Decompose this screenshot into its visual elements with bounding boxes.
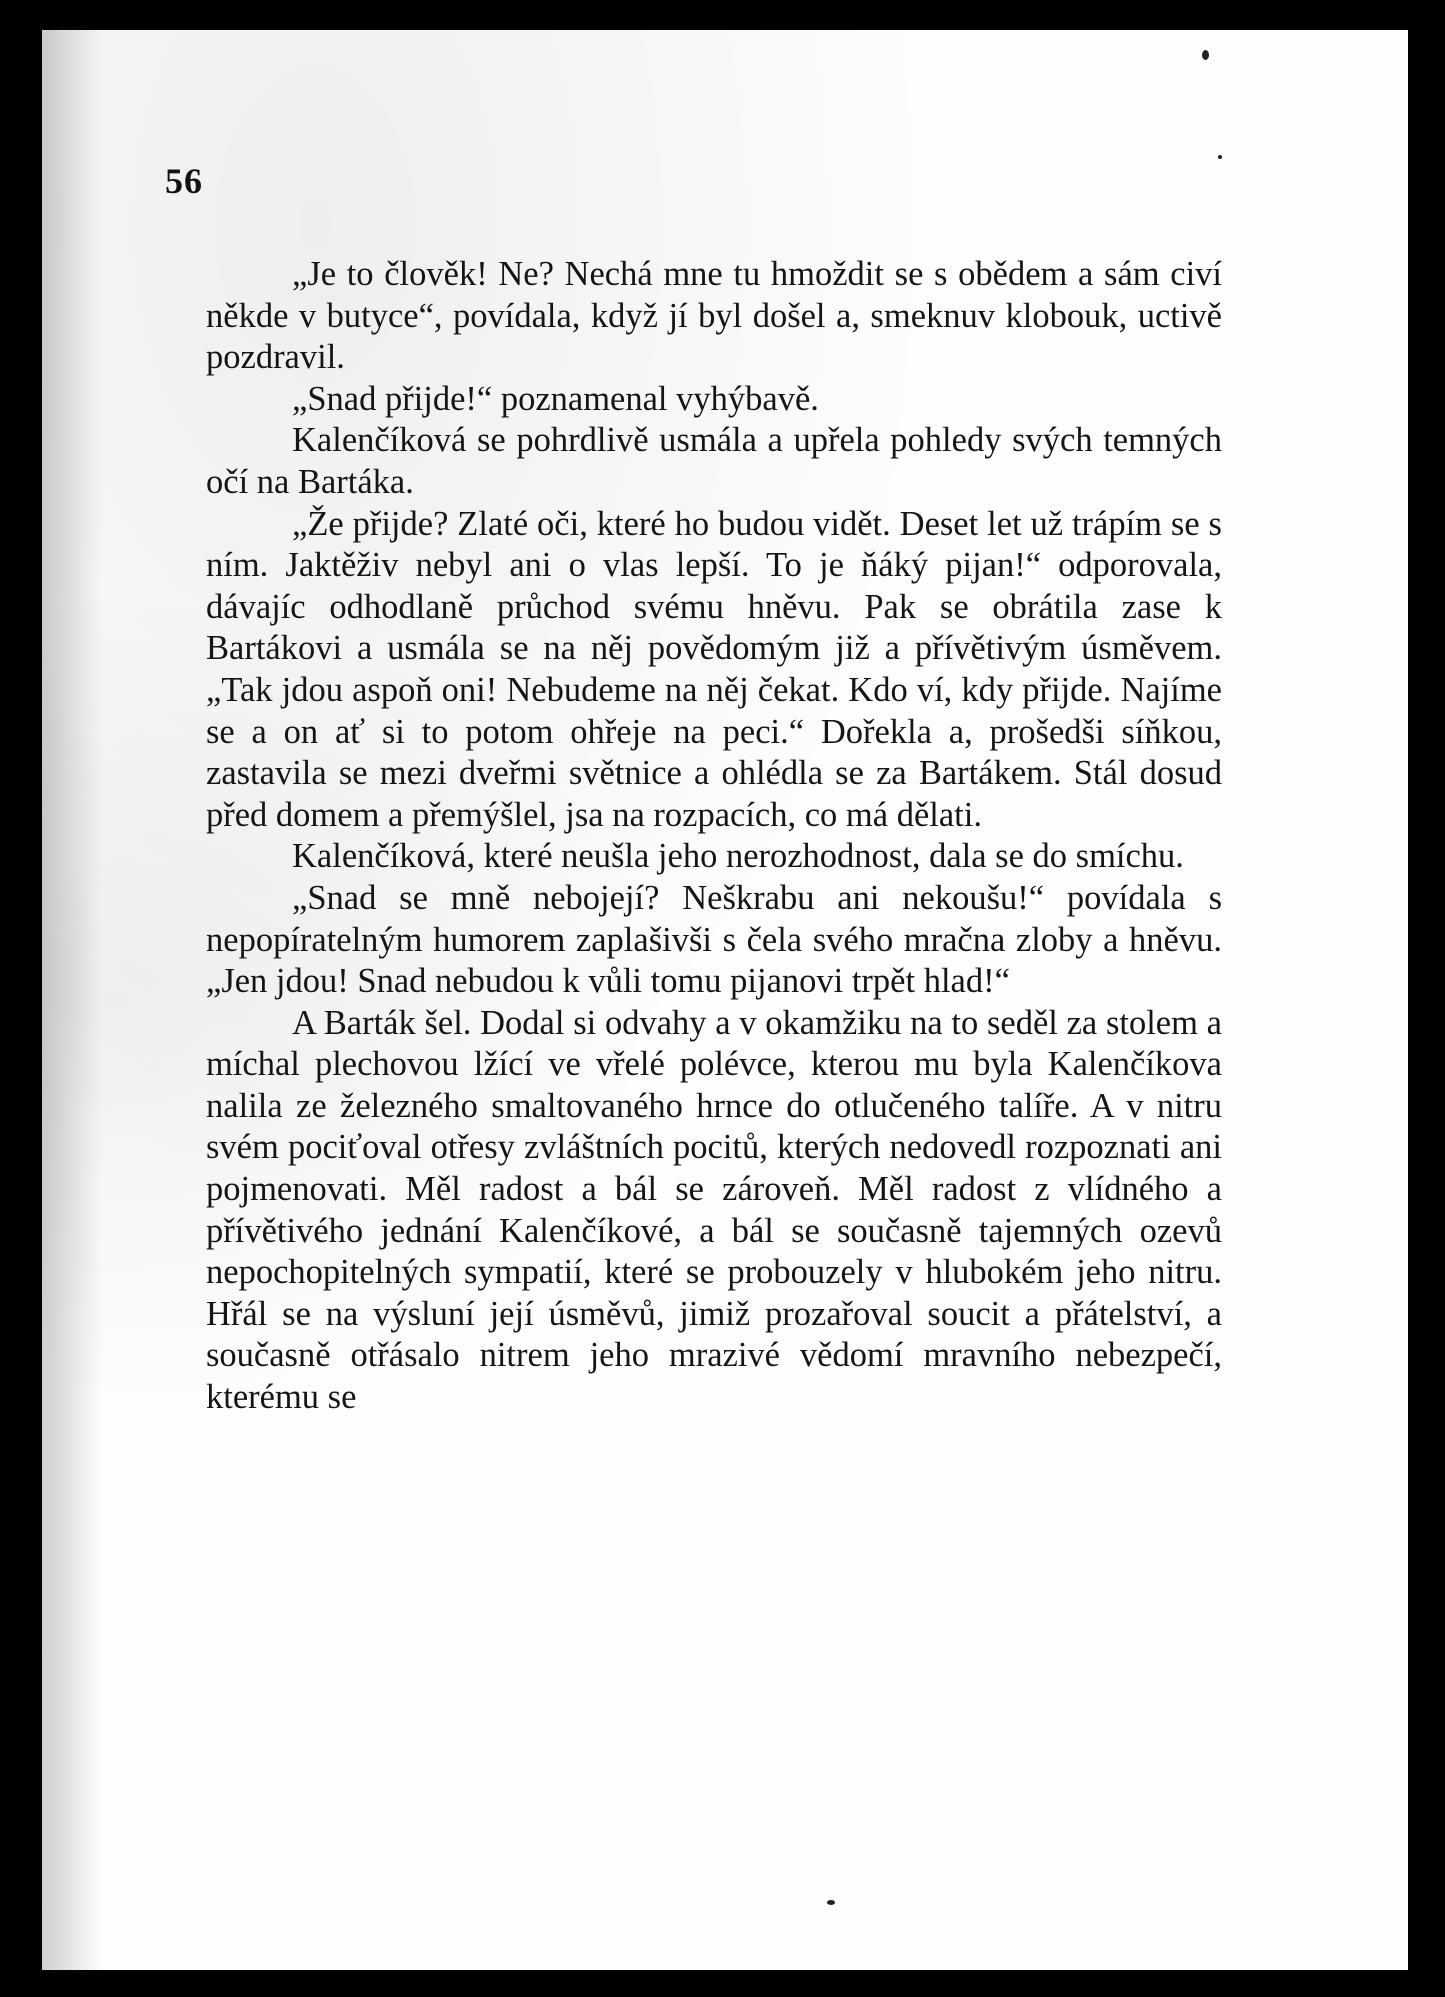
- paragraph: A Barták šel. Dodal si odvahy a v okamžiku na to seděl za stolem a míchal plechovou lžící ve vřelé polévce, kterou mu byla Kalenčíkova nalila ze železného smaltovaného hrnce do otlučeného talíře. A v nitru svém pociťoval otřesy zvláštních pocitů, kterých nedovedl rozpoznati ani pojmenovati. Měl radost a bál se zároveň. Měl radost z vlídného a přívětivého jednání Kalenčíkové, a bál se současně tajemných ozevů nepochopitelných sympatií, které se probouzely v hlubokém jeho nitru. Hřál se na výsluní její úsměvů, jimiž prozařoval soucit a přátelství, a současně otřásalo nitrem jeho mrazivé vědomí mravního nebezpečí, kterému se: [206, 1003, 1222, 1417]
- paragraph: „Snad přijde!“ poznamenal vyhýbavě.: [292, 379, 819, 418]
- paragraph: Kalenčíková, které neušla jeho nerozhodnost, dala se do smíchu.: [292, 837, 1184, 876]
- paragraph: „Je to člověk! Ne? Nechá mne tu hmoždit se s obědem a sám civí někde v butyce“, povídala, když jí byl došel a, smeknuv klobouk, uctivě pozdravil.: [206, 255, 1222, 377]
- paragraph: „Že přijde? Zlaté oči, které ho budou vidět. Deset let už trápím se s ním. Jaktěživ nebyl ani o vlas lepší. To je ňáký pijan!“ odporovala, dávajíc odhodlaně průchod svému hněvu. Pak se obrátila zase k Bartákovi a usmála se na něj povědomým již a přívětivým úsměvem. „Tak jdou aspoň oni! Nebudeme na něj čekat. Kdo ví, kdy přijde. Najíme se a on ať si to potom ohřeje na peci.“ Dořekla a, prošedši síňkou, zastavila se mezi dveřmi světnice a ohlédla se za Bartákem. Stál dosud před domem a přemýšlel, jsa na rozpacích, co má dělati.: [206, 504, 1222, 834]
- body-text: [206, 254, 1222, 1419]
- ink-speck: [1218, 155, 1222, 159]
- ink-speck: [827, 1900, 835, 1905]
- spine-shadow: [42, 30, 102, 1970]
- ink-speck: [1202, 50, 1209, 60]
- paragraph: Kalenčíková se pohrdlivě usmála a upřela pohledy svých temných očí na Bartáka.: [206, 421, 1222, 501]
- paragraph: „Snad se mně nebojejí? Neškrabu ani nekoušu!“ povídala s nepopíratelným humorem zaplašivši s čela svého mračna zloby a hněvu. „Jen jdou! Snad nebudou k vůli tomu pijanovi trpět hlad!“: [206, 878, 1222, 1001]
- page-number: 56: [165, 161, 203, 201]
